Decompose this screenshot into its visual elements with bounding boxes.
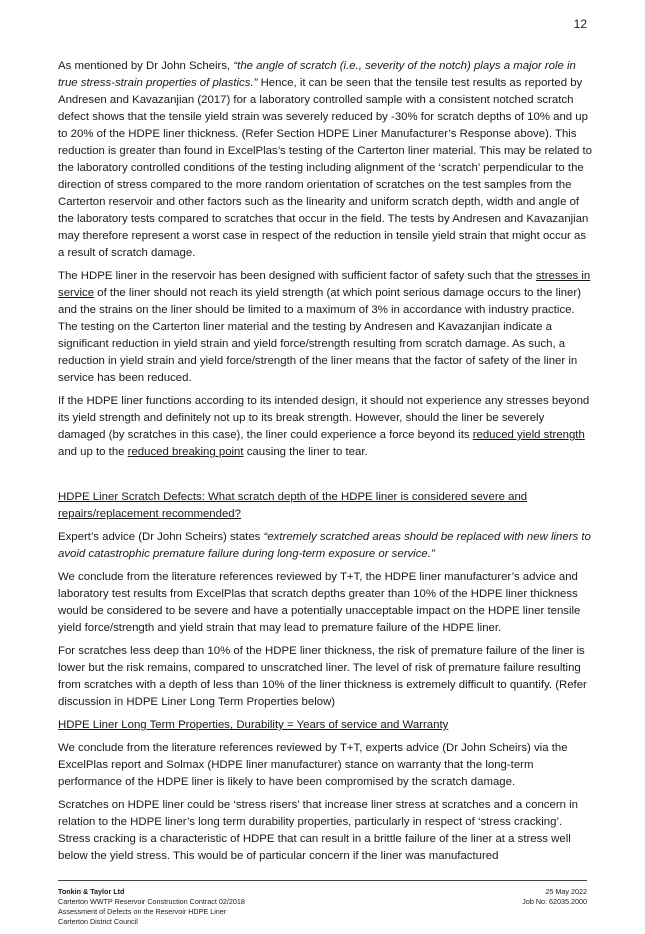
footer-report-title: Assessment of Defects on the Reservoir HDPE Liner bbox=[58, 907, 227, 916]
footer-job-number: Job No: 62035.2000 bbox=[522, 897, 587, 906]
section-gap bbox=[58, 467, 592, 489]
p4-text-a: Expert’s advice (Dr John Scheirs) states bbox=[58, 531, 264, 543]
footer-left bbox=[58, 887, 245, 927]
p1-quote: “the angle of scratch (i.e., severity of the notch) plays a major role in true stress-strain properties of plastics.” bbox=[58, 60, 576, 89]
p3-text-c: causing the liner to tear. bbox=[243, 446, 368, 458]
footer-project: Carterton WWTP Reservoir Construction Contract 02/2018 bbox=[58, 897, 245, 906]
document-body bbox=[58, 58, 592, 871]
paragraph-2 bbox=[58, 268, 592, 387]
p2-text-b: of the liner should not reach its yield strength (at which point serious damage occurs to the liner) and the strains on the liner should be limited to a maximum of 3% in accordance with industry practice. The testing on the Carterton liner material and the testing by Andresen and Kavazanjian indicate a significant reduction in yield strain and yield force/strength resulting from scratch damage. As such, a reduction in yield strain and yield force/strength of the liner means that the factor of safety of the liner in service has been reduced. bbox=[58, 287, 581, 384]
p2-underlined: stresses in service bbox=[58, 270, 591, 299]
p3-text-a: If the HDPE liner functions according to its intended design, it should not experience any stresses beyond its yield strength and definitely not up to its break strength. However, should the liner be severely damaged (by scratches in this case), the liner could experience a force beyond its bbox=[58, 395, 590, 441]
paragraph-1 bbox=[58, 58, 592, 262]
p3-text-b: and up to the bbox=[58, 446, 128, 458]
footer-client: Carterton District Council bbox=[58, 917, 138, 926]
paragraph-3 bbox=[58, 393, 592, 461]
p1-text-b: Hence, it can be seen that the tensile test results as reported by Andresen and Kavazanjian (2017) for a laboratory controlled sample with a consistent notched scratch defect shows that the tensile yield strain was severely reduced by -30% for scratch depths of 10% and up to 20% of the HDPE liner thickness. (Refer Section HDPE Liner Manufacturer’s Response above). This reduction is greater than found in ExcelPlas’s testing of the Carterton liner material. This may be related to the laboratory controlled conditions of the testing including alignment of the ‘scratch’ perpendicular to the direction of stress compared to the more random orientation of scratches on the test samples from the Carterton reservoir and other factors such as the linearity and uniform scratch depth, width and angle of the laboratory tests compared to scratches that occur in the field. The tests by Andresen and Kavazanjian may therefore represent a worst case in respect of the reduction in tensile yield strain that might occur as a result of scratch damage. bbox=[58, 77, 592, 259]
paragraph-8: Scratches on HDPE liner could be ‘stress risers’ that increase liner stress at scratches and a concern in relation to the HDPE liner’s long term durability properties, particularly in respect of ‘stress cracking’. Stress cracking is a characteristic of HDPE that can result in a brittle failure of the liner at a stress well below the yield stress. This would be of particular concern if the liner was manufactured bbox=[58, 799, 578, 862]
paragraph-5: We conclude from the literature references reviewed by T+T, the HDPE liner manufacturer’s advice and laboratory test results from ExcelPlas that scratch depths greater than 10% of the HDPE liner thickness would be considered to be severe and have a potentially unacceptable impact on the HDPE liner tensile yield force/strength and yield strain that may lead to premature failure of the HDPE liner. bbox=[58, 571, 581, 634]
footer-date: 25 May 2022 bbox=[545, 887, 587, 896]
p1-text-a: As mentioned by Dr John Scheirs, bbox=[58, 60, 234, 72]
footer-company: Tonkin & Taylor Ltd bbox=[58, 887, 125, 896]
section-heading-scratch-defects: HDPE Liner Scratch Defects: What scratch depth of the HDPE liner is considered severe and repairs/replacement recommended? bbox=[58, 491, 528, 520]
p3-underlined-2: reduced breaking point bbox=[127, 446, 244, 458]
page-number: 12 bbox=[573, 17, 587, 31]
page-footer bbox=[58, 880, 587, 927]
footer-right bbox=[522, 887, 587, 907]
paragraph-7: We conclude from the literature references reviewed by T+T, experts advice (Dr John Scheirs) via the ExcelPlas report and Solmax (HDPE liner manufacturer) stance on warranty that the long-term performance of the HDPE liner is likely to have been compromised by the scratch damage. bbox=[58, 742, 568, 788]
p3-underlined-1: reduced yield strength bbox=[472, 429, 585, 441]
paragraph-4 bbox=[58, 529, 592, 563]
p4-quote: “extremely scratched areas should be replaced with new liners to avoid catastrophic premature failure during long-term exposure or service.” bbox=[58, 531, 591, 560]
p2-text-a: The HDPE liner in the reservoir has been designed with sufficient factor of safety such that the bbox=[58, 270, 536, 282]
paragraph-6: For scratches less deep than 10% of the HDPE liner thickness, the risk of premature failure of the liner is lower but the risk remains, compared to unscratched liner. The level of risk of premature failure resulting from scratches with a depth of less than 10% of the liner thickness is extremely difficult to quantify. (Refer discussion in HDPE Liner Long Term Properties below) bbox=[58, 645, 587, 708]
section-heading-long-term: HDPE Liner Long Term Properties, Durability = Years of service and Warranty bbox=[58, 719, 449, 731]
